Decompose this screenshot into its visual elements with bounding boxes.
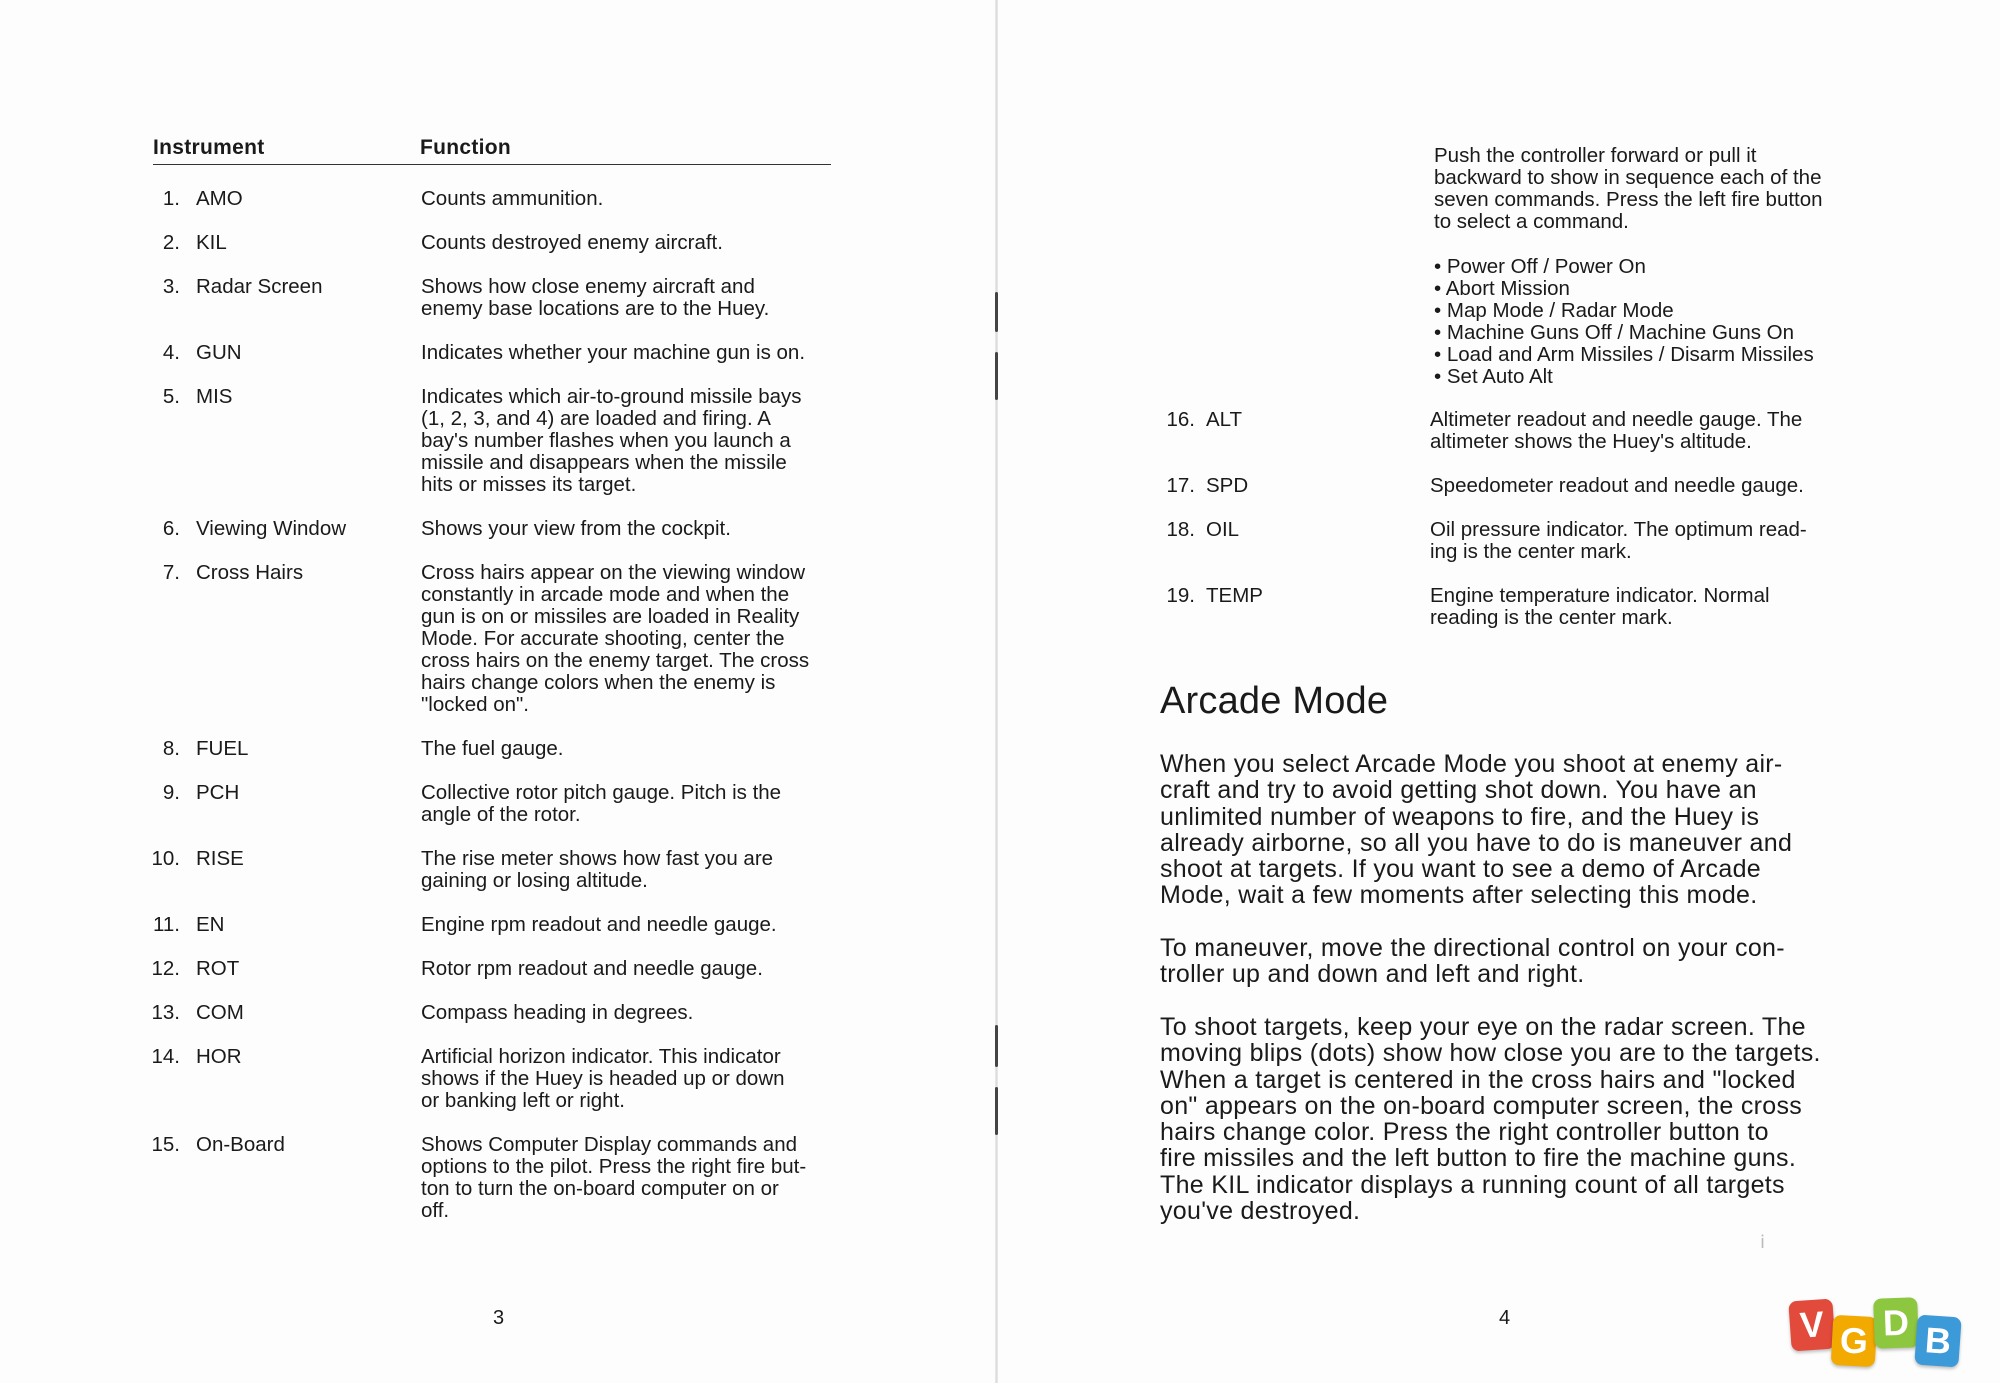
text-line: fire missiles and the left button to fire the machine guns. [1160, 1144, 1797, 1173]
instrument-name: HOR [196, 1045, 242, 1068]
instrument-name: Radar Screen [196, 275, 323, 298]
instrument-name: SPD [1206, 474, 1249, 497]
text-line: Shows your view from the cockpit. [421, 517, 731, 540]
text-line: Oil pressure indicator. The optimum read- [1430, 518, 1807, 541]
instrument-name: Viewing Window [196, 517, 347, 540]
instrument-name: ROT [196, 957, 240, 980]
text-line: Collective rotor pitch gauge. Pitch is the [421, 781, 782, 804]
text-line: you've destroyed. [1160, 1197, 1361, 1226]
page-number-right: 4 [1499, 1307, 1511, 1329]
text-line: To maneuver, move the directional control on your con- [1160, 934, 1785, 962]
text-line: hairs change colors when the enemy is [421, 671, 776, 694]
arcade-paragraph-2 [1160, 935, 1785, 988]
instrument-name: ALT [1206, 408, 1243, 431]
text-line: Counts destroyed enemy aircraft. [421, 231, 723, 254]
instrument-name: Cross Hairs [196, 561, 304, 584]
instrument-function [421, 1134, 806, 1222]
text-line: To shoot targets, keep your eye on the radar screen. The [1160, 1013, 1806, 1041]
text-line: moving blips (dots) show how close you are to the targets. [1160, 1039, 1821, 1068]
bullet-item: • Power Off / Power On [1434, 255, 1646, 278]
section-title-arcade-mode: Arcade Mode [1160, 680, 1389, 722]
instrument-function [1430, 409, 1802, 453]
text-line: hits or misses its target. [421, 473, 637, 496]
text-line: off. [421, 1199, 450, 1222]
instrument-number: 4. [162, 341, 180, 364]
text-line: Shows how close enemy aircraft and [421, 275, 755, 298]
bullet-item: • Map Mode / Radar Mode [1434, 299, 1674, 322]
instrument-number: 9. [162, 781, 180, 804]
logo-tile: V [1788, 1299, 1835, 1352]
instrument-function [421, 386, 802, 496]
scan-speck: ⅰ [1760, 1232, 1766, 1252]
instrument-name: KIL [196, 231, 227, 254]
instrument-name: AMO [196, 187, 243, 210]
text-line: Push the controller forward or pull it [1434, 144, 1757, 167]
bullet-item: • Machine Guns Off / Machine Guns On [1434, 321, 1795, 344]
instrument-function [421, 342, 805, 364]
text-line: Artificial horizon indicator. This indicator [421, 1045, 781, 1068]
text-line: Mode, wait a few moments after selecting this mode. [1160, 881, 1758, 910]
text-line: Indicates which air-to-ground missile bays [421, 385, 802, 408]
instrument-number: 8. [162, 737, 180, 760]
instrument-function [1430, 519, 1807, 563]
text-line: Engine temperature indicator. Normal [1430, 584, 1770, 607]
arcade-paragraph-1 [1160, 751, 1792, 909]
text-line: The fuel gauge. [421, 737, 564, 760]
text-line: craft and try to avoid getting shot down. You have an [1160, 776, 1757, 805]
text-line: options to the pilot. Press the right fire but- [421, 1155, 807, 1178]
text-line: Shows Computer Display commands and [421, 1133, 797, 1156]
instrument-function [421, 276, 769, 320]
text-line: seven commands. Press the left fire button [1434, 188, 1823, 211]
bullet-item: • Set Auto Alt [1434, 365, 1553, 388]
text-line: Engine rpm readout and needle gauge. [421, 913, 777, 936]
page-number-left: 3 [493, 1307, 505, 1329]
instrument-function [421, 958, 763, 980]
text-line: Compass heading in degrees. [421, 1001, 694, 1024]
instrument-number: 1. [162, 187, 180, 210]
instrument-function [421, 1002, 693, 1024]
text-line: ton to turn the on-board computer on or [421, 1177, 779, 1200]
left-page [0, 0, 996, 1383]
instrument-function [421, 738, 563, 760]
text-line: (1, 2, 3, and 4) are loaded and firing. A [421, 407, 771, 430]
instrument-number: 15. [151, 1133, 180, 1156]
instrument-number: 18. [1166, 518, 1195, 541]
text-line: on" appears on the on-board computer screen, the cross [1160, 1091, 1803, 1120]
instrument-column-header: Instrument [153, 136, 265, 159]
instrument-function [1430, 585, 1770, 629]
text-line: shows if the Huey is headed up or down [421, 1067, 785, 1090]
text-line: Mode. For accurate shooting, center the [421, 627, 785, 650]
text-line: The rise meter shows how fast you are [421, 847, 774, 870]
text-line: ing is the center mark. [1430, 540, 1632, 563]
vgdb-watermark-logo [1790, 1296, 1990, 1376]
text-line: gun is on or missiles are loaded in Reality [421, 605, 800, 628]
instrument-name: EN [196, 913, 225, 936]
text-line: enemy base locations are to the Huey. [421, 297, 770, 320]
instrument-name: TEMP [1206, 584, 1263, 607]
instrument-number: 14. [151, 1045, 180, 1068]
instrument-number: 13. [151, 1001, 180, 1024]
text-line: constantly in arcade mode and when the [421, 583, 790, 606]
instrument-name: MIS [196, 385, 233, 408]
bullet-item: • Load and Arm Missiles / Disarm Missiles [1434, 343, 1814, 366]
text-line: shoot at targets. If you want to see a demo of Arcade [1160, 855, 1761, 884]
instrument-function [421, 1046, 785, 1112]
instrument-number: 2. [162, 231, 180, 254]
instrument-number: 10. [151, 847, 180, 870]
instrument-name: RISE [196, 847, 244, 870]
command-bullet-list [1434, 256, 1814, 388]
instrument-name: OIL [1206, 518, 1240, 541]
instrument-number: 11. [153, 913, 180, 936]
instrument-function [421, 782, 781, 826]
instrument-number: 5. [162, 385, 180, 408]
instrument-number: 7. [162, 561, 180, 584]
text-line: already airborne, so all you have to do is maneuver and [1160, 828, 1793, 857]
onboard-intro-text [1434, 145, 1823, 233]
instrument-number: 12. [151, 957, 180, 980]
logo-tile: B [1914, 1315, 1961, 1368]
text-line: Indicates whether your machine gun is on. [421, 341, 806, 364]
instrument-function [421, 232, 723, 254]
text-line: to select a command. [1434, 210, 1629, 233]
instrument-name: PCH [196, 781, 240, 804]
instrument-function [421, 188, 603, 210]
text-line: hairs change color. Press the right controller button to [1160, 1118, 1769, 1147]
text-line: backward to show in sequence each of the [1434, 166, 1822, 189]
text-line: cross hairs on the enemy target. The cross [421, 649, 810, 672]
instrument-number: 3. [162, 275, 180, 298]
logo-tile: D [1873, 1297, 1919, 1349]
text-line: When a target is centered in the cross hairs and "locked [1160, 1065, 1796, 1094]
text-line: troller up and down and left and right. [1160, 960, 1585, 989]
instrument-function [421, 848, 773, 892]
text-line: Rotor rpm readout and needle gauge. [421, 957, 763, 980]
instrument-number: 6. [162, 517, 180, 540]
logo-tile: G [1831, 1315, 1878, 1367]
text-line: The KIL indicator displays a running count of all targets [1160, 1170, 1785, 1199]
instrument-name: COM [196, 1001, 244, 1024]
instrument-name: On-Board [196, 1133, 285, 1156]
text-line: When you select Arcade Mode you shoot at enemy air- [1160, 750, 1783, 778]
text-line: or banking left or right. [421, 1089, 625, 1112]
instrument-number: 17. [1166, 474, 1195, 497]
text-line: gaining or losing altitude. [421, 869, 648, 892]
text-line: Counts ammunition. [421, 187, 604, 210]
text-line: bay's number flashes when you launch a [421, 429, 791, 452]
bullet-item: • Abort Mission [1434, 277, 1570, 300]
instrument-function [421, 914, 777, 936]
instrument-number: 16. [1166, 408, 1195, 431]
text-line: "locked on". [421, 693, 530, 716]
header-rule [153, 164, 831, 165]
instrument-name: GUN [196, 341, 242, 364]
text-line: missile and disappears when the missile [421, 451, 787, 474]
text-line: reading is the center mark. [1430, 606, 1673, 629]
function-column-header: Function [420, 136, 512, 159]
text-line: angle of the rotor. [421, 803, 581, 826]
text-line: Cross hairs appear on the viewing window [421, 561, 806, 584]
text-line: Speedometer readout and needle gauge. [1430, 474, 1804, 497]
text-line: altimeter shows the Huey's altitude. [1430, 430, 1752, 453]
arcade-paragraph-3 [1160, 1014, 1821, 1224]
instrument-number: 19. [1166, 584, 1195, 607]
text-line: Altimeter readout and needle gauge. The [1430, 408, 1803, 431]
instrument-name: FUEL [196, 737, 249, 760]
text-line: unlimited number of weapons to fire, and the Huey is [1160, 802, 1760, 831]
instrument-function [421, 562, 809, 716]
instrument-function [421, 518, 731, 540]
instrument-function [1430, 475, 1804, 497]
